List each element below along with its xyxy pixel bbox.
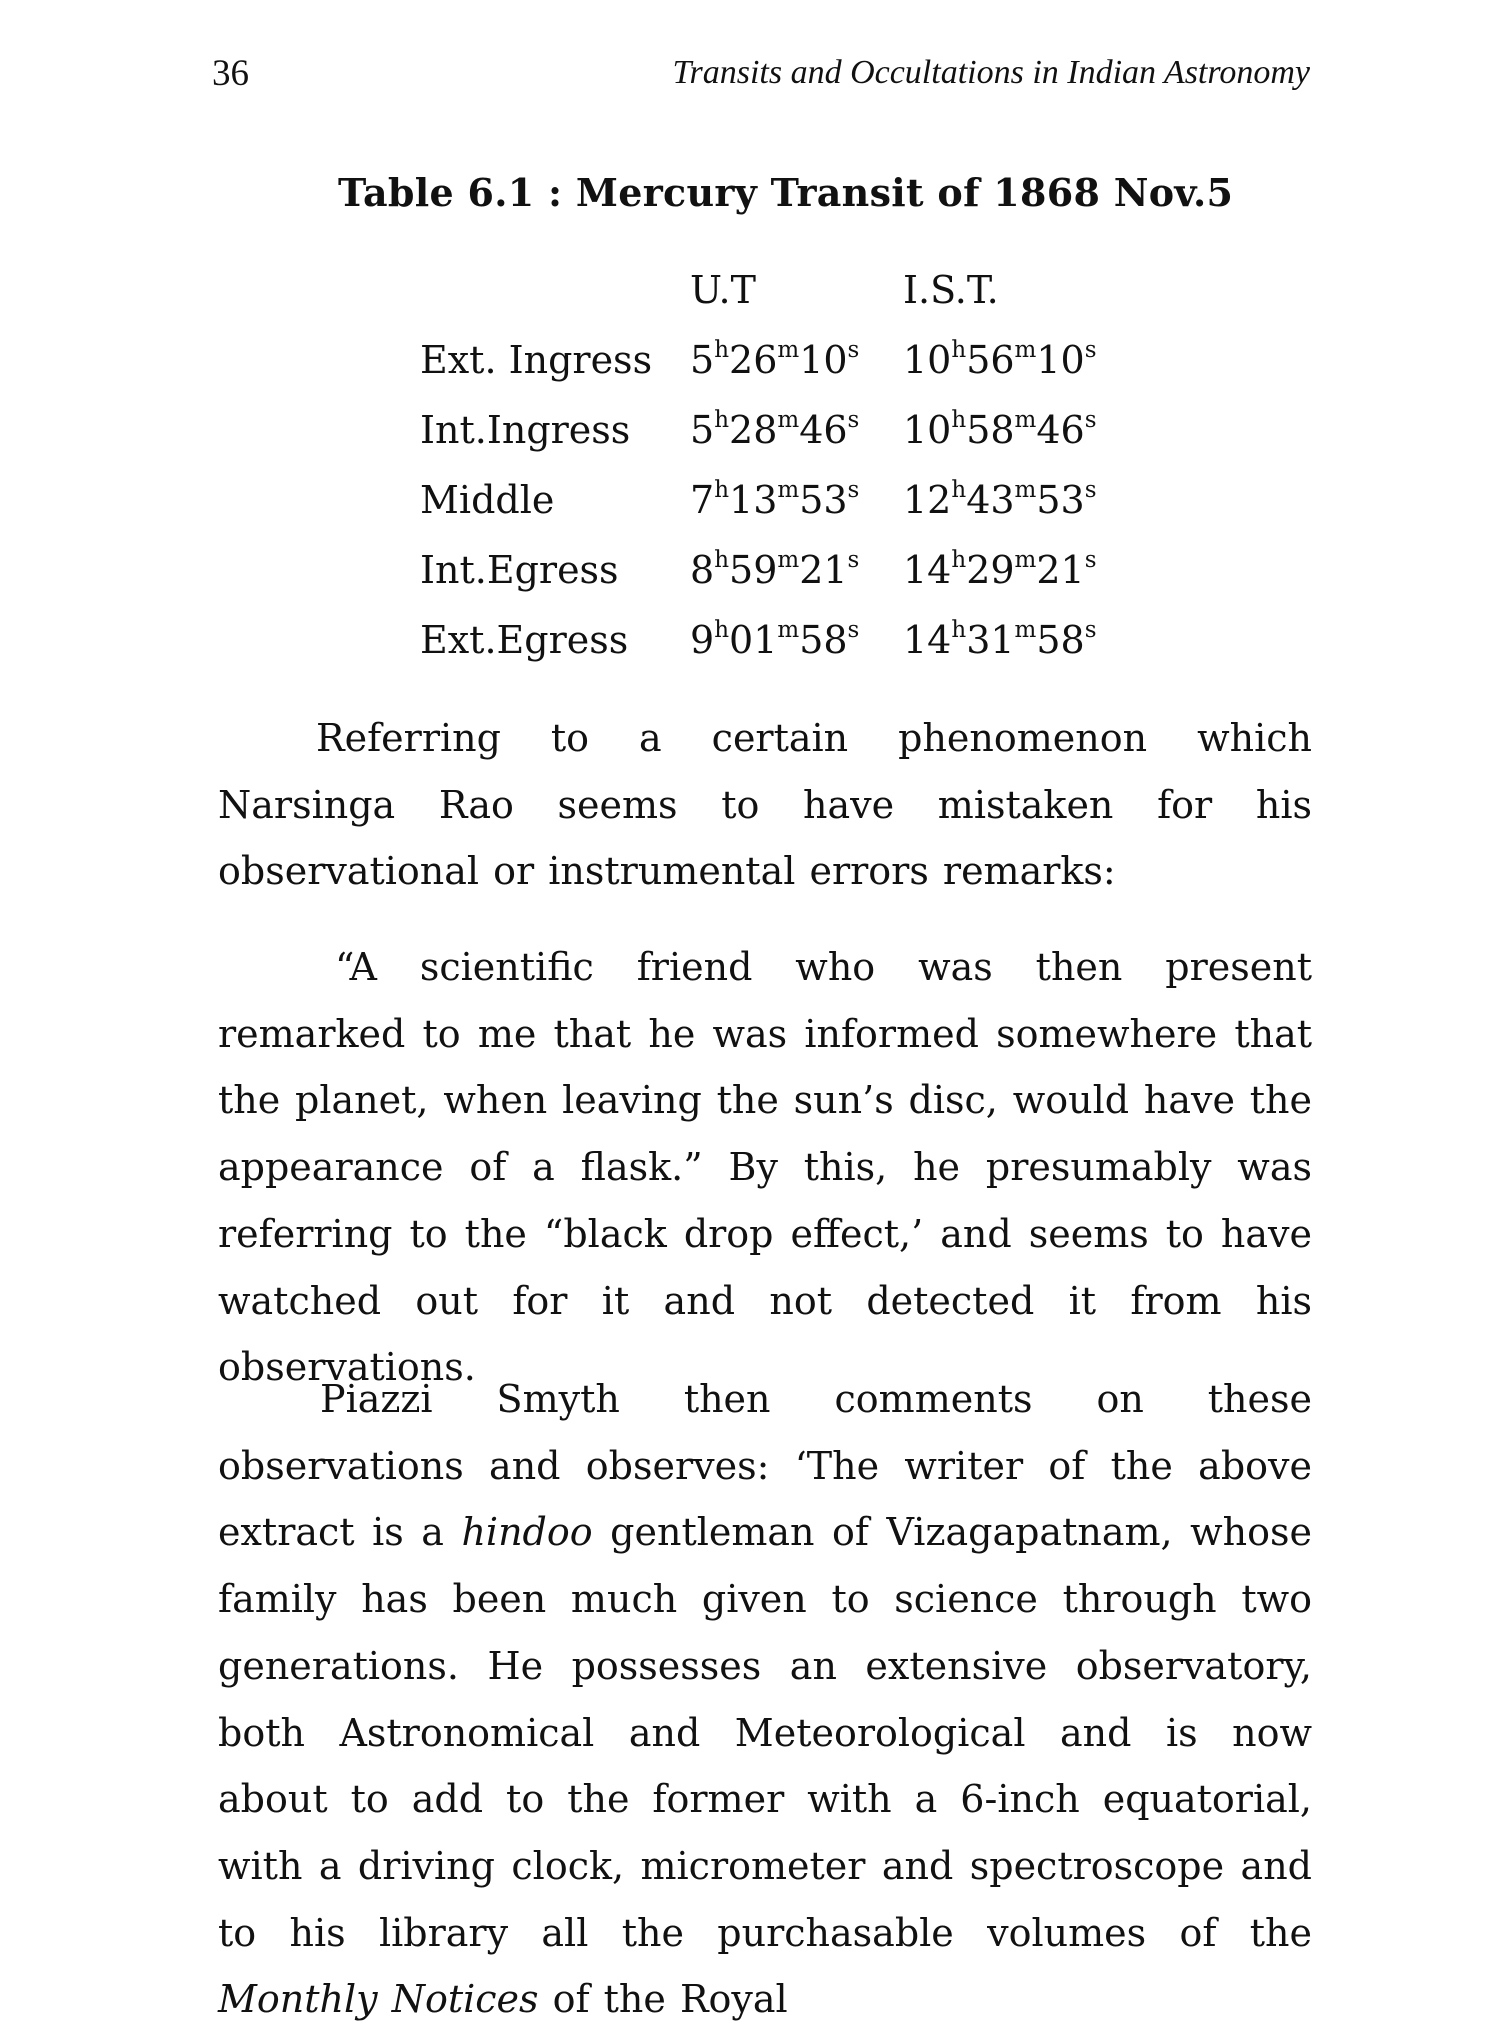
time-value: 5 [690, 408, 715, 452]
table-row [420, 535, 1123, 605]
time-value: 28 [729, 408, 778, 452]
time-unit: s [1084, 547, 1097, 573]
time-unit: m [777, 477, 800, 503]
time-unit: h [951, 407, 967, 433]
time-value: 13 [729, 478, 778, 522]
ist-time [903, 535, 1123, 605]
time-unit: s [847, 407, 860, 433]
paragraph-text: Piazzi Smyth then comments on these observations and observes: ‘The writer of the above extract is a [218, 1377, 1312, 1555]
time-unit: m [1014, 477, 1037, 503]
column-header-ut: U.T [690, 268, 756, 312]
time-value: 59 [729, 548, 778, 592]
paragraph-text: of the Royal [538, 1977, 788, 2022]
time-value: 21 [799, 548, 848, 592]
event-label: Middle [420, 478, 555, 522]
ut-time [690, 325, 903, 395]
table-body [420, 325, 1123, 675]
time-value: 10 [903, 408, 952, 452]
event-label: Ext.Egress [420, 618, 629, 662]
time-unit: h [714, 617, 730, 643]
time-value: 58 [1036, 618, 1085, 662]
time-unit: m [1014, 407, 1037, 433]
transit-times-table [420, 255, 1123, 675]
ist-time [903, 605, 1123, 675]
time-unit: h [951, 547, 967, 573]
ut-time [690, 465, 903, 535]
event-label: Ext. Ingress [420, 338, 653, 382]
time-unit: s [847, 617, 860, 643]
time-unit: h [714, 337, 730, 363]
time-unit: s [847, 547, 860, 573]
time-value: 29 [966, 548, 1015, 592]
time-value: 8 [690, 548, 715, 592]
time-value: 56 [966, 338, 1015, 382]
time-value: 58 [799, 618, 848, 662]
ist-time [903, 465, 1123, 535]
time-value: 26 [729, 338, 778, 382]
time-value: 01 [729, 618, 778, 662]
italic-term-hindoo: hindoo [461, 1510, 593, 1555]
time-unit: h [951, 337, 967, 363]
time-unit: h [714, 547, 730, 573]
time-unit: h [714, 477, 730, 503]
time-value: 14 [903, 548, 952, 592]
time-value: 31 [966, 618, 1015, 662]
ist-time [903, 325, 1123, 395]
time-value: 58 [966, 408, 1015, 452]
time-value: 7 [690, 478, 715, 522]
time-value: 12 [903, 478, 952, 522]
time-unit: h [951, 477, 967, 503]
time-unit: s [1084, 617, 1097, 643]
time-unit: m [1014, 617, 1037, 643]
ut-time [690, 535, 903, 605]
time-unit: h [714, 407, 730, 433]
event-label: Int.Egress [420, 548, 619, 592]
time-unit: m [777, 407, 800, 433]
column-header-ist: I.S.T. [903, 268, 999, 312]
time-value: 14 [903, 618, 952, 662]
table-row [420, 395, 1123, 465]
time-value: 5 [690, 338, 715, 382]
time-value: 10 [799, 338, 848, 382]
time-unit: s [1084, 337, 1097, 363]
paragraph-piazzi-smyth [218, 1366, 1312, 2033]
time-unit: m [777, 337, 800, 363]
ist-time [903, 395, 1123, 465]
time-unit: m [1014, 337, 1037, 363]
time-unit: s [847, 337, 860, 363]
paragraph-text: gentleman of Vizagapatnam, whose family has been much given to science through two generations. He possesses an extensive observatory, both Astronomical and Meteorological and is now about to add to the former with a 6-inch equatorial, with a driving clock, micrometer and spectroscope and to his library all the purchasable volumes of the [218, 1510, 1312, 1955]
ut-time [690, 605, 903, 675]
time-value: 43 [966, 478, 1015, 522]
table-header-row [420, 255, 1123, 325]
column-header-event [420, 255, 690, 325]
time-value: 46 [799, 408, 848, 452]
time-unit: s [1084, 407, 1097, 433]
time-value: 10 [1036, 338, 1085, 382]
page-number: 36 [212, 53, 249, 94]
event-label: Int.Ingress [420, 408, 631, 452]
time-value: 9 [690, 618, 715, 662]
time-value: 10 [903, 338, 952, 382]
time-unit: h [951, 617, 967, 643]
time-value: 46 [1036, 408, 1085, 452]
time-value: 53 [1036, 478, 1085, 522]
table-row [420, 465, 1123, 535]
table-row [420, 325, 1123, 395]
table-title: Table 6.1 : Mercury Transit of 1868 Nov.5 [338, 170, 1234, 215]
time-unit: s [1084, 477, 1097, 503]
time-value: 21 [1036, 548, 1085, 592]
italic-title-monthly-notices: Monthly Notices [218, 1977, 539, 2022]
paragraph-quote-flask: “A scientific friend who was then present remarked to me that he was informed somewhere that the planet, when leaving the sun’s disc, would have the appearance of a flask.” By this, he presumably was referring to the “black drop effect,’ and seems to have watched out for it and not detected it from his observations. [218, 945, 1312, 1390]
time-value: 53 [799, 478, 848, 522]
ut-time [690, 395, 903, 465]
time-unit: m [1014, 547, 1037, 573]
time-unit: m [777, 617, 800, 643]
time-unit: m [777, 547, 800, 573]
table-row [420, 605, 1123, 675]
running-head-title: Transits and Occultations in Indian Astronomy [672, 54, 1310, 91]
time-unit: s [847, 477, 860, 503]
paragraph-narsinga-rao: Referring to a certain phenomenon which Narsinga Rao seems to have mistaken for his observational or instrumental errors remarks: [218, 716, 1312, 894]
